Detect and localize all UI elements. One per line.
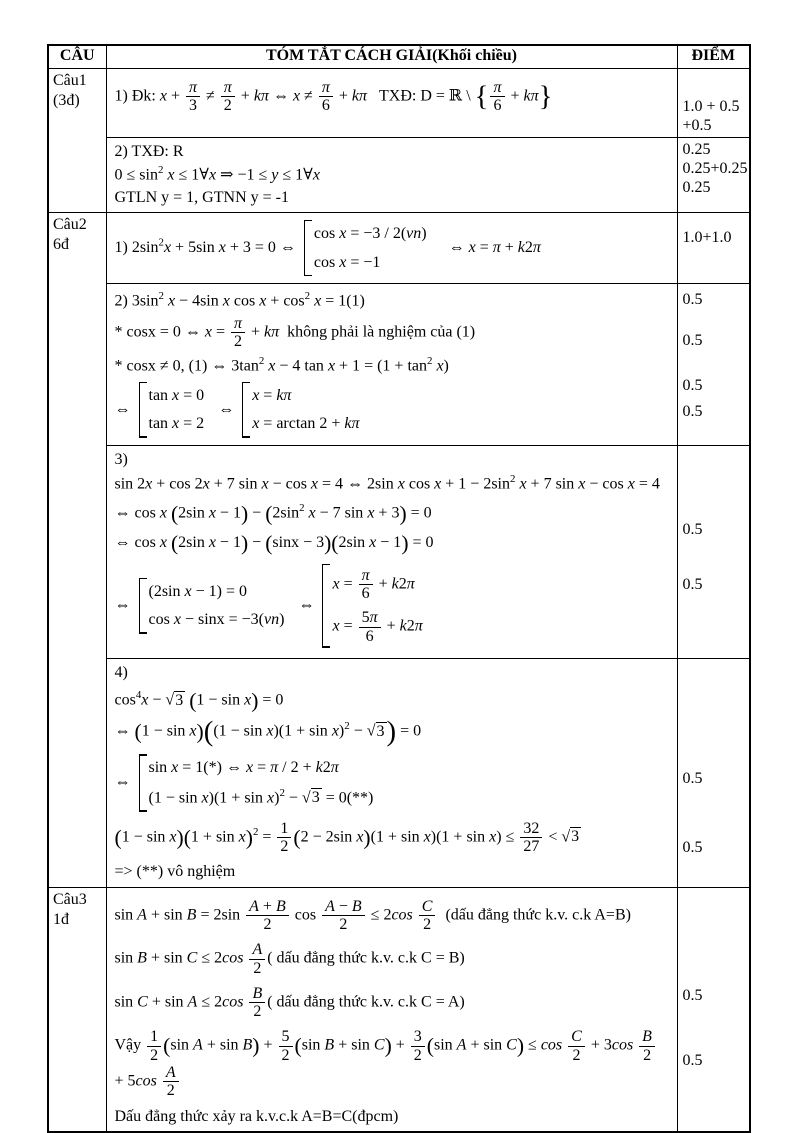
math-line: * cosx ≠ 0, (1) ⇔ $3\tan^2$ x − 4 $\tan x + 1 = (1 + \tan^2 x)$ <box>114 354 449 374</box>
points-value: 0.5 <box>682 402 703 420</box>
cau1-score: (3đ) <box>53 91 80 109</box>
text-line: GTLN y = 1, GTNN y = -1 <box>114 189 289 207</box>
points-value: 0.5 <box>682 291 703 309</box>
math-line: sin 2x + cos 2x + 7 sin x − cos x = 4 ⇔ 2sin x $\cos x + 1 - 2\sin^2$ x + 7 sin x − cos x = 4 <box>114 473 660 493</box>
math-line: sin B + sin C ≤ 2cos $\frac{A}{2}$ ( dấu đẳng thức k.v. c.k C = B) <box>114 941 465 977</box>
cell-cau1-part2-solution <box>106 137 677 212</box>
math-line: ⇔ cos x (2sin x − 1) − (sinx − 3)(2sin x − 1) = 0 <box>114 531 434 556</box>
points-value: 0.5 <box>682 986 703 1004</box>
solution-table <box>47 44 751 1133</box>
points-value: 0.5 <box>682 575 703 593</box>
cau3-score: 1đ <box>53 910 69 928</box>
math-line: ⇔ (2sin x − 1) = 0 cos x − sinx = −3(vn) ⇔ x = $\frac{\pi}{6}$ + k2π x = $\frac{5\pi}{6}$ + k2π <box>115 562 669 650</box>
cell-cau2-label <box>48 212 106 887</box>
math-line: $(1 - \sin x)(1 + \sin x)^2$ = $\frac{1}{2}$ (2 − 2sin x)(1 + sin x)(1 + sin x) ≤ $\frac{32}{27}$ < √3 <box>114 819 580 856</box>
math-line: 2) $3\sin^2$ x − 4sin x $\cos x + \cos^2 x = 1(1)$ <box>114 290 365 310</box>
row-cau2-part2 <box>48 284 750 446</box>
points-value: 0.5 <box>682 520 703 538</box>
text-line: => (**) vô nghiệm <box>114 863 236 881</box>
points-value: 0.25 <box>682 140 711 158</box>
math-line: 1) Đk: x + $\frac{\pi}{3}$ ≠ $\frac{\pi}{2}$ + kπ ⇔ x ≠ $\frac{\pi}{6}$ + kπ TXĐ: D = ℝ \ { $\frac{\pi}{6}$ + kπ} <box>114 78 553 114</box>
cau3-name: Câu3 <box>53 890 87 908</box>
math-line: Vậy $\frac{1}{2}$ (sin A + sin B) + $\frac{5}{2}$ (sin B + sin C) + $\frac{3}{2}$ (sin A + sin C) ≤ cos $\frac{C}{2}$ + 3cos $\frac{B}{2}$ + 5cos $\frac{A}{2}$ <box>115 1028 669 1099</box>
text-line: 4) <box>114 663 128 681</box>
row-cau3 <box>48 887 750 1132</box>
cau2-score: 6đ <box>53 235 69 253</box>
cell-cau2-part2-points <box>677 284 750 446</box>
cell-cau2-part1-solution <box>106 212 677 283</box>
cell-cau2-part2-solution <box>106 284 677 446</box>
points-value: 1.0 + 0.5 <box>682 97 740 115</box>
cell-cau1-label <box>48 68 106 212</box>
points-value: 0.5 <box>682 332 703 350</box>
points-value: 0.5 <box>682 1052 703 1070</box>
cell-cau3-solution <box>106 887 677 1132</box>
cell-cau2-part4-points <box>677 658 750 887</box>
math-line: ⇔ tan x = 0 tan x = 2 ⇔ x = kπ x = arctan 2 + kπ <box>115 380 669 440</box>
row-cau1-part2 <box>48 137 750 212</box>
math-line: sin A + sin B = 2sin $\frac{A + B}{2}$ cos $\frac{A - B}{2}$ ≤ 2cos $\frac{C}{2}$ (dấu đẳng thức k.v. c.k A=B) <box>114 897 631 934</box>
cell-cau2-part3-solution <box>106 445 677 658</box>
math-line: $0 \le \sin^2 x$ ≤ 1∀x ⇒ −1 ≤ y ≤ 1∀x <box>114 164 320 184</box>
cell-cau2-part3-points <box>677 445 750 658</box>
math-line: ⇔ $(1 - \sin x)((1 - \sin x)(1 + \sin x)^2 - √3) = 0$ <box>114 715 422 748</box>
cau1-name: Câu1 <box>53 71 87 89</box>
text-line: 2) TXĐ: R <box>114 142 184 160</box>
cell-cau2-part4-solution <box>106 658 677 887</box>
cau2-name: Câu2 <box>53 215 87 233</box>
points-value: 0.5 <box>682 769 703 787</box>
row-cau2-part4 <box>48 658 750 887</box>
cell-cau1-part1-points <box>677 68 750 137</box>
points-value: 1.0+1.0 <box>682 228 732 246</box>
column-header-cau: CÂU <box>48 45 106 68</box>
row-cau2-part1 <box>48 212 750 283</box>
math-line: * cosx = 0 ⇔ x = $\frac{\pi}{2}$ + kπ không phải là nghiệm của (1) <box>114 315 476 351</box>
points-value: +0.5 <box>682 116 712 134</box>
column-header-summary: TÓM TẮT CÁCH GIẢI(Khối chiều) <box>106 45 677 68</box>
cell-cau1-part2-points <box>677 137 750 212</box>
points-value: 0.5 <box>682 839 703 857</box>
points-value: 0.25 <box>682 179 711 197</box>
cell-cau3-points <box>677 887 750 1132</box>
math-line: ⇔ cos x (2sin $x - 1) - (2\sin^2$ x − 7 sin x + 3) = 0 <box>114 501 432 526</box>
cell-cau3-label <box>48 887 106 1132</box>
row-cau2-part3 <box>48 445 750 658</box>
column-header-diem: ĐIỂM <box>677 45 750 68</box>
row-cau1-part1 <box>48 68 750 137</box>
cell-cau2-part1-points <box>677 212 750 283</box>
math-line: sin C + sin A ≤ 2cos $\frac{B}{2}$ ( dấu đẳng thức k.v. c.k C = A) <box>114 984 465 1021</box>
points-value: 0.25+0.25 <box>682 160 748 178</box>
points-value: 0.5 <box>682 376 703 394</box>
math-line: 1) $2\sin^2x + 5\sin$ x + 3 = 0 ⇔ cos x = −3 / 2(vn) cos x = −1 ⇔ x = π + k2π <box>115 218 669 278</box>
text-line: Dấu đẳng thức xảy ra k.v.c.k A=B=C(đpcm) <box>114 1107 399 1125</box>
text-line: 3) <box>114 450 128 468</box>
math-line: $\cos^4x - √3$ (1 − sin x) = 0 <box>114 688 284 713</box>
table-header-row <box>48 45 750 68</box>
cell-cau1-part1-solution <box>106 68 677 137</box>
math-line: ⇔ sin x = 1(*) ⇔ x = π / 2 + k2π $(1 - \sin x)(1 + \sin x)^2 - √3 = 0(**)$ <box>115 752 669 814</box>
